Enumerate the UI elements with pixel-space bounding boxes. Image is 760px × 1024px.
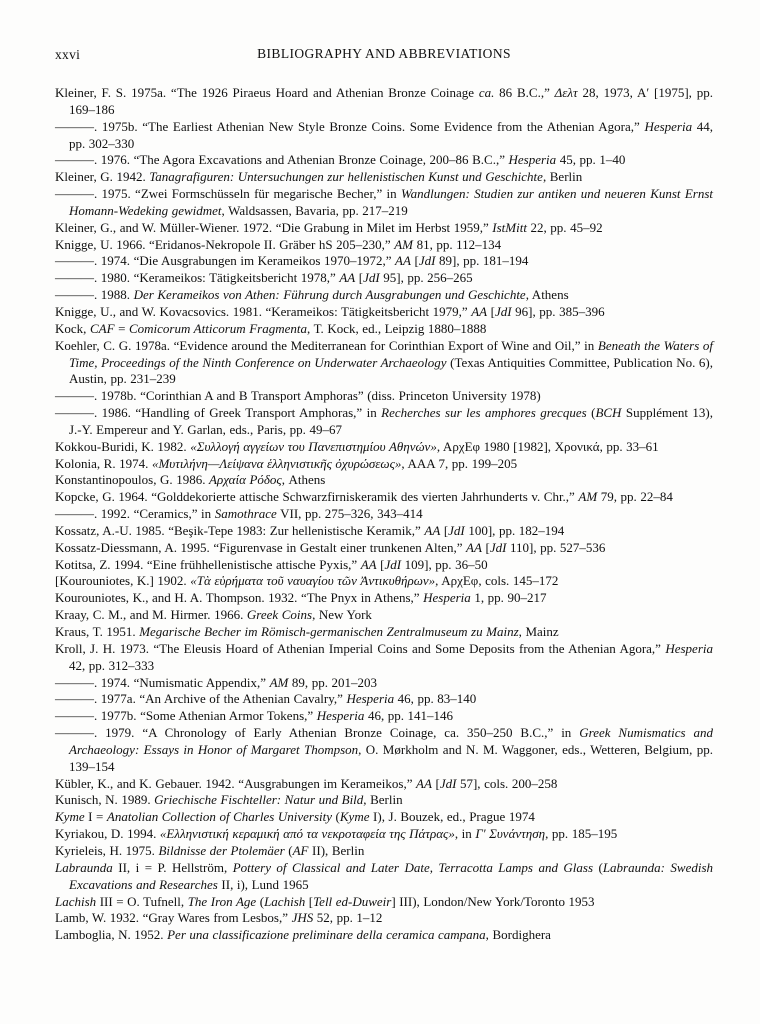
page-title: BIBLIOGRAPHY AND ABBREVIATIONS [257,46,511,61]
bib-text-italic: JdI [439,775,457,791]
bib-text-italic: CAF [89,320,115,336]
bib-text: ———. 1992. “Ceramics,” in [55,506,215,522]
bib-text: ( [284,842,293,858]
bib-text: ———. 1977b. “Some Athenian Armor Tokens,” [55,708,317,724]
bib-entry [55,927,713,944]
bib-entry [55,456,713,473]
bib-entry [55,253,713,270]
bib-text: 57], cols. 200–258 [456,775,558,791]
bib-entry [55,607,713,624]
bib-text: Knigge, U. 1966. “Eridanos-Nekropole II. Gräber hS 205–230,” [55,236,395,252]
bib-text: Kourouniotes, K., and H. A. Thompson. 1932. “The Pnyx in Athens,” [55,590,424,606]
bib-text-italic: AA [424,522,441,538]
bib-text-italic: Griechische Fischteller: Natur und Bild [154,792,364,808]
bib-text-italic: Megarische Becher im Römisch-germanischen Zentralmuseum zu Mainz [139,624,519,639]
bib-text-italic: AA [416,775,432,791]
bib-text-italic: «Συλλογή αγγείων του Πανεπιστημίου Αθηνών» [190,438,437,454]
bib-text: Kossatz, A.-U. 1985. “Beşik-Tepe 1983: Zur hellenistische Keramik,” [55,522,425,538]
bib-entry [55,641,713,675]
bib-text: ———. 1975. “Zwei Formschüsseln für megarische Becher,” in [55,186,401,202]
bib-text: (Texas Antiquities Committee, Publication No. 6), Austin, pp. 231–239 [69,354,714,387]
bib-text: , Berlin [363,792,403,808]
bib-text-italic: Per una classificazione preliminare della ceramica campana [167,927,486,943]
bib-entry [55,489,713,506]
bib-entry [55,338,713,389]
bib-text: [ [410,253,419,269]
bib-text: Kyrieleis, H. 1975. [55,842,159,858]
bib-text: III = O. Tufnell, [96,893,188,909]
bib-text-italic: Hesperia [316,708,365,724]
bib-text-italic: «Ελληνιστική κεραμική από τα νεκροταφεία της Πάτρας» [159,826,455,842]
bib-text-italic: Tanagrafiguren: Untersuchungen zur hellenistischen Kunst und Geschichte [149,169,543,185]
bib-text: Kleiner, G., and W. Müller-Wiener. 1972. “Die Grabung in Milet im Herbst 1959,” [55,219,493,235]
bib-entry [55,809,713,826]
bib-text-italic: Labraunda [55,859,113,875]
bib-text-italic: Recherches sur les amphores grecques [381,405,587,421]
bib-text: , ΑρχΕφ, cols. 145–172 [435,573,559,589]
bib-text-italic: AA [395,253,411,269]
bib-text: Supplément 13), J.-Y. Empereur and Y. Garlan, eds., Paris, pp. 49–67 [69,405,713,437]
bib-text-italic: Samothrace [214,506,277,522]
bib-text-italic: «Μυτιλήνη—Λείψανα ἑλληνιστικῆς ὀχυρώσεως» [151,455,402,471]
bib-text: Kraus, T. 1951. [55,624,140,639]
bib-text: Kokkou-Buridi, K. 1982. [55,438,191,454]
bib-text: 86 B.C.,” [494,85,555,100]
bib-text: [ [355,270,364,286]
bib-text: I = [84,809,107,825]
bib-text: , Berlin [542,169,583,185]
bib-text: ———. 1974. “Numismatic Appendix,” [55,674,270,690]
bib-text: 1, pp. 90–217 [470,590,547,606]
bib-text: ( [256,893,265,909]
bib-text-italic: AM [578,489,598,505]
bib-text-italic: The Iron Age [187,893,257,909]
bib-entry [55,843,713,860]
bib-text: 46, pp. 141–146 [364,708,454,724]
bib-text: Kopcke, G. 1964. “Golddekorierte attische Schwarzfirniskeramik des vierten Jahrhunderts v. Chr.,” [55,489,579,505]
bib-text-italic: IstMitt [492,219,527,235]
bib-text-italic: JHS [291,910,314,926]
bib-text: 79, pp. 22–84 [597,489,673,505]
bib-entry [55,590,713,607]
bib-text: Kotitsa, Z. 1994. “Eine frühhellenistische attische Pyxis,” [55,556,361,572]
bib-text: ———. 1975b. “The Earliest Athenian New Style Bronze Coins. Some Evidence from the Athenian Agora,” [55,118,645,134]
bib-entry [55,304,713,321]
bib-text: Kleiner, F. S. 1975a. “The 1926 Piraeus Hoard and Athenian Bronze Coinage [55,85,479,100]
bib-text-italic: Hesperia [665,640,713,656]
bib-text-italic: JdI [418,253,436,269]
bib-text: , Athens [525,287,569,303]
bib-entry [55,708,713,725]
bibliography-list [55,85,713,944]
bib-text: 52, pp. 1–12 [313,910,383,926]
bib-text: , ΑρχΕφ 1980 [1982], Χρονικά, pp. 33–61 [436,438,659,454]
bib-text-italic: AA [339,270,356,286]
bib-text: 109], pp. 36–50 [401,556,488,572]
bib-text: 42, pp. 312–333 [69,657,155,673]
bib-entry [55,910,713,927]
bib-text-italic: AA [466,539,482,555]
bib-text: ( [332,809,340,825]
bib-entry [55,691,713,708]
bib-text-italic: AF [292,842,309,858]
bib-text: , Mainz [518,624,559,639]
bib-text-italic: JdI [363,270,380,286]
bib-text: , pp. 185–195 [545,826,618,842]
bib-text: ———. 1977a. “An Archive of the Athenian Cavalry,” [55,691,347,707]
bib-text: 110], pp. 527–536 [506,539,606,555]
bib-entry [55,826,713,843]
bib-text: [ [481,539,490,555]
bib-text-italic: Hesperia [508,152,557,168]
bib-text-italic: JdI [489,539,507,555]
bib-text: 22, pp. 45–92 [526,219,603,235]
bib-text: [ [487,303,495,319]
bib-text-italic: Γ′ Συνάντηση [475,826,546,842]
bib-text: ———. 1980. “Kerameikos: Tätigkeitsbericht 1978,” [55,270,340,286]
bib-entry [55,321,713,338]
bib-text: ———. 1974. “Die Ausgrabungen im Kerameikos 1970–1972,” [55,253,396,269]
bib-entry [55,169,713,186]
bib-entry [55,237,713,254]
bib-entry [55,675,713,692]
bib-text-italic: ca. [478,85,495,100]
bib-text: 45, pp. 1–40 [556,152,626,168]
bib-entry [55,388,713,405]
bib-text: Konstantinopoulos, G. 1986. [55,472,210,488]
bib-text: 44, pp. 302–330 [69,118,713,151]
bib-text: Kock, [55,320,90,336]
bib-text-italic: Tell ed-Duweir [313,893,392,909]
bib-text: 46, pp. 83–140 [394,691,477,707]
bib-text: , T. Kock, ed., Leipzig 1880–1888 [307,320,487,336]
bib-entry [55,270,713,287]
bib-text-italic: Hesperia [423,590,471,606]
bib-text: II, i), Lund 1965 [217,876,309,892]
bib-entry [55,152,713,169]
bib-text-italic: Comicorum Atticorum Fragmenta [128,320,307,336]
bib-text-italic: AA [360,556,377,572]
bib-text-italic: Hesperia [644,118,693,134]
bib-entry [55,776,713,793]
bib-text: Lamboglia, N. 1952. [55,927,168,943]
bib-text-italic: Bildnisse der Ptolemäer [158,842,285,858]
bib-text: 95], pp. 256–265 [379,270,473,286]
bib-text: 89], pp. 181–194 [435,253,529,269]
bib-text: VII, pp. 275–326, 343–414 [276,506,423,522]
bib-text-italic: JdI [448,522,465,538]
bib-text: II), Berlin [308,842,365,858]
bib-text: 89, pp. 201–203 [288,674,378,690]
bib-text: Lamb, W. 1932. “Gray Wares from Lesbos,” [55,910,292,926]
bib-text-italic: JdI [495,303,512,319]
bib-text-italic: Wandlungen: Studien zur antiken und neueren Kunst Ernst Homann-Wedeking gewidmet [69,186,713,218]
bib-text: II, i = P. Hellström, [112,859,233,875]
bib-text: [ [376,556,385,572]
bib-text: [Kourouniotes, K.] 1902. [55,573,191,589]
bib-entry [55,220,713,237]
bib-entry [55,439,713,456]
bib-text: Kübler, K., and K. Gebauer. 1942. “Ausgrabungen im Kerameikos,” [55,775,417,791]
bib-text-italic: AM [394,236,414,252]
bib-text-italic: Beneath the Waters of Time, Proceedings of the Ninth Conference on Underwater Archaeology [69,337,713,370]
bib-text: , O. Mørkholm and N. M. Waggoner, eds., Wetteren, Belgium, pp. 139–154 [69,741,713,774]
bib-entry [55,792,713,809]
bib-text: Koehler, C. G. 1978a. “Evidence around the Mediterranean for Corinthian Export of Wine and Oil,” in [55,337,598,353]
bib-text: , Bordighera [485,927,551,943]
bib-text-italic: Labraunda: Swedish Excavations and Researches [69,859,714,892]
bib-text: Kyriakou, D. 1994. [55,826,160,842]
bib-text: Kleiner, G. 1942. [55,169,150,185]
bib-entry [55,624,713,641]
page-number: xxvi [55,47,81,62]
bib-entry [55,523,713,540]
bib-entry [55,85,713,119]
bib-entry [55,506,713,523]
bib-text: ( [593,859,603,875]
bib-entry [55,405,713,439]
bib-text: , ΑΑΑ 7, pp. 199–205 [401,455,518,471]
bib-entry [55,287,713,304]
bib-text-italic: BCH [595,405,622,421]
bib-entry [55,472,713,489]
bib-text-italic: Lachish [264,893,306,909]
bib-entry [55,860,713,894]
bib-text: , Waldsassen, Bavaria, pp. 217–219 [221,202,408,218]
bib-text: Kraay, C. M., and M. Hirmer. 1966. [55,607,247,623]
bib-entry [55,557,713,574]
bib-text: , New York [312,607,372,623]
bib-entry [55,725,713,776]
bib-text-italic: Der Kerameikos von Athen: Führung durch Ausgrabungen und Geschichte [133,287,526,303]
bib-entry [55,540,713,557]
bib-entry [55,119,713,153]
bib-text-italic: «Τὰ εὑρήματα τοῦ ναυαγίου τῶν Ἀντικυθήρων» [190,573,436,589]
bib-text: ( [586,405,596,421]
bib-text-italic: AM [269,674,289,690]
bib-text-italic: AA [471,303,488,319]
bib-text-italic: Αρχαία Ρόδος [209,472,282,488]
bib-text-italic: Anatolian Collection of Charles University [106,809,332,825]
bib-text-italic: Pottery of Classical and Later Date, Terracotta Lamps and Glass [232,859,594,875]
bib-entry [55,573,713,590]
bib-text-italic: Hesperia [346,691,395,707]
bib-text-italic: Δελτ [554,85,578,100]
bib-text: 100], pp. 182–194 [464,522,565,538]
bib-text: ———. 1976. “The Agora Excavations and Athenian Bronze Coinage, 200–86 B.C.,” [55,152,509,168]
bib-text: Knigge, U., and W. Kovacsovics. 1981. “Kerameikos: Tätigkeitsbericht 1979,” [55,303,472,319]
bib-entry [55,894,713,911]
bib-text: ———. 1979. “A Chronology of Early Athenian Bronze Coinage, ca. 350–250 B.C.,” in [55,725,580,741]
bib-text-italic: Lachish [55,893,97,909]
bib-text: , Athens [281,472,326,488]
bib-entry [55,186,713,220]
bib-text: ] III), London/New York/Toronto 1953 [391,893,595,909]
bib-text: [ [431,775,440,791]
bib-text: Kroll, J. H. 1973. “The Eleusis Hoard of Athenian Imperial Coins and Some Deposits from the Athenian Agora,” [55,640,666,656]
bib-text-italic: Greek Coins [246,607,313,623]
bib-text-italic: Greek Numismatics and Archaeology: Essays in Honor of Margaret Thompson [69,725,714,757]
bib-text: Kunisch, N. 1989. [55,792,155,808]
bib-text: Kolonia, R. 1974. [55,455,152,471]
bib-text: 28, 1973, Α′ [1975], pp. 169–186 [69,85,713,117]
bib-text: , in [454,826,476,842]
bib-text: ———. 1986. “Handling of Greek Transport Amphoras,” in [55,405,382,421]
bib-text: 81, pp. 112–134 [413,236,502,252]
bib-text: ———. 1988. [55,287,134,303]
bib-text: [ [440,522,449,538]
bib-text-italic: Kyme [55,809,85,825]
bib-text: I), J. Bouzek, ed., Prague 1974 [369,809,535,825]
bib-text: ———. 1978b. “Corinthian A and B Transport Amphoras” (diss. Princeton University 1978) [55,388,541,404]
page-header [55,46,713,64]
bib-text-italic: JdI [384,556,402,572]
bib-text: 96], pp. 385–396 [511,303,605,319]
bib-text: Kossatz-Diessmann, A. 1995. “Figurenvase in Gestalt einer trunkenen Alten,” [55,539,467,555]
bib-text-italic: Kyme [339,809,370,825]
bib-text: = [114,320,129,336]
bib-text: [ [305,893,314,909]
